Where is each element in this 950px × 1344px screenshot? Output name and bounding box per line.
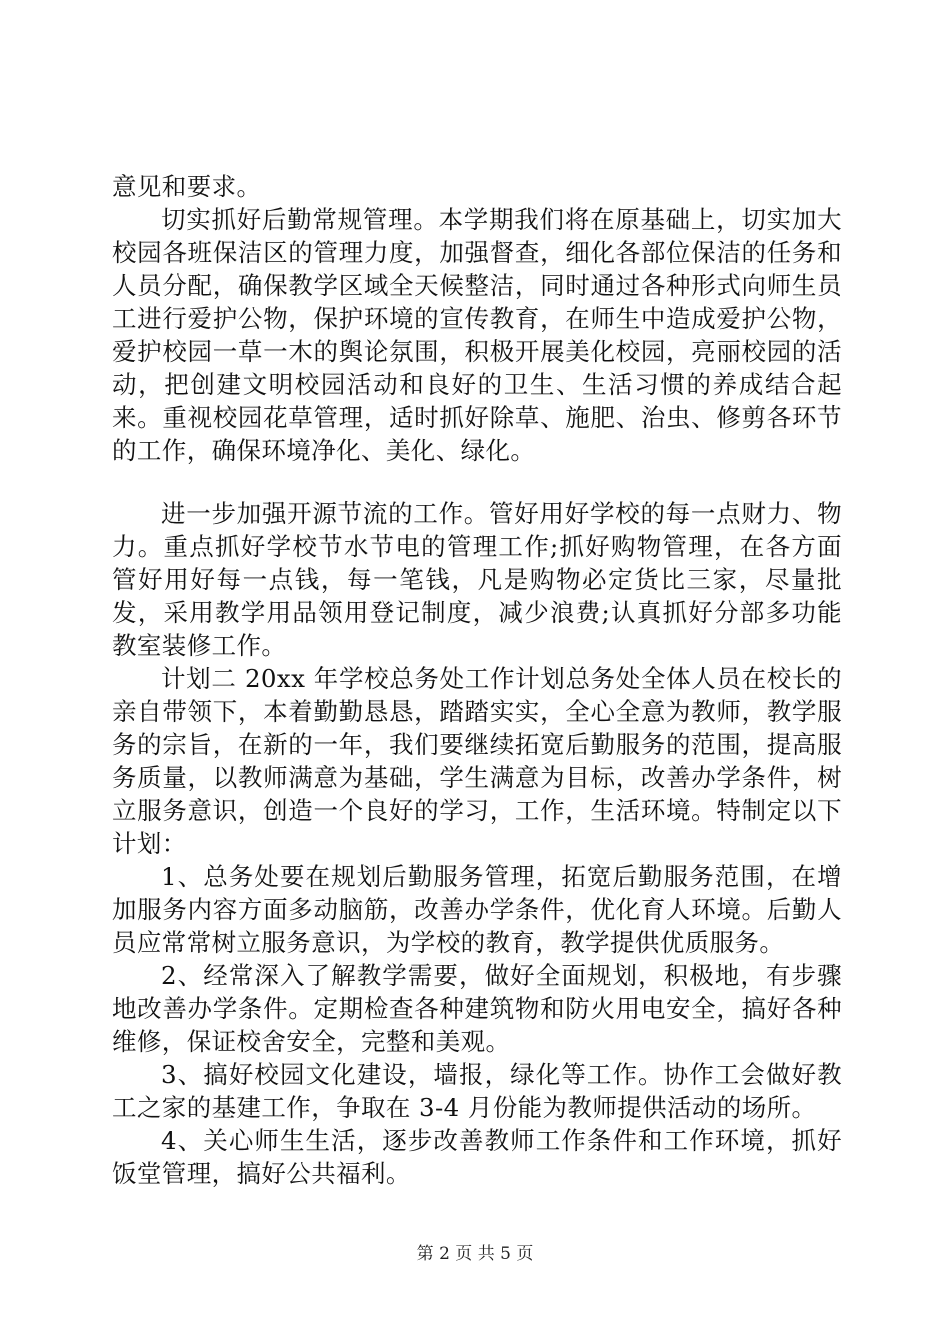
paragraph-item-1: 1、总务处要在规划后勤服务管理，拓宽后勤服务范围，在增加服务内容方面多动脑筋，改善办学条件，优化育人环境。后勤人员应常常树立服务意识，为学校的教育，教学提供优质服务。	[112, 862, 842, 957]
paragraph-logistics-management: 切实抓好后勤常规管理。本学期我们将在原基础上，切实加大校园各班保洁区的管理力度，加强督查，细化各部位保洁的任务和人员分配，确保教学区域全天候整洁，同时通过各种形式向师生员工进行爱护公物，保护环境的宣传教育，在师生中造成爱护公物，爱护校园一草一木的舆论氛围，积极开展美化校园，亮丽校园的活动，把创建文明校园活动和良好的卫生、生活习惯的养成结合起来。重视校园花草管理，适时抓好除草、施肥、治虫、修剪各环节的工作，确保环境净化、美化、绿化。	[112, 205, 842, 465]
page-number-footer: 第 2 页 共 5 页	[416, 1244, 534, 1264]
paragraph-plan-two-intro: 计划二 20xx 年学校总务处工作计划总务处全体人员在校长的亲自带领下，本着勤勤恳恳，踏踏实实，全心全意为教师，教学服务的宗旨，在新的一年，我们要继续拓宽后勤服务的范围，提高服务质量，以教师满意为基础，学生满意为目标，改善办学条件，树立服务意识，创造一个良好的学习，工作，生活环境。特制定以下计划：	[112, 664, 842, 858]
paragraph-continuation: 意见和要求。	[112, 172, 262, 201]
paragraph-item-3: 3、搞好校园文化建设，墙报，绿化等工作。协作工会做好教工之家的基建工作，争取在 3-4 月份能为教师提供活动的场所。	[112, 1060, 842, 1122]
paragraph-cost-saving: 进一步加强开源节流的工作。管好用好学校的每一点财力、物力。重点抓好学校节水节电的管理工作;抓好购物管理，在各方面管好用好每一点钱，每一笔钱，凡是购物必定货比三家，尽量批发，采用教学用品领用登记制度，减少浪费;认真抓好分部多功能教室装修工作。	[112, 499, 842, 660]
paragraph-item-2: 2、经常深入了解教学需要，做好全面规划，积极地，有步骤地改善办学条件。定期检查各种建筑物和防火用电安全，搞好各种维修，保证校舍安全，完整和美观。	[112, 961, 842, 1056]
paragraph-item-4: 4、关心师生生活，逐步改善教师工作条件和工作环境，抓好饭堂管理，搞好公共福利。	[112, 1126, 842, 1188]
document-body	[112, 170, 842, 1190]
